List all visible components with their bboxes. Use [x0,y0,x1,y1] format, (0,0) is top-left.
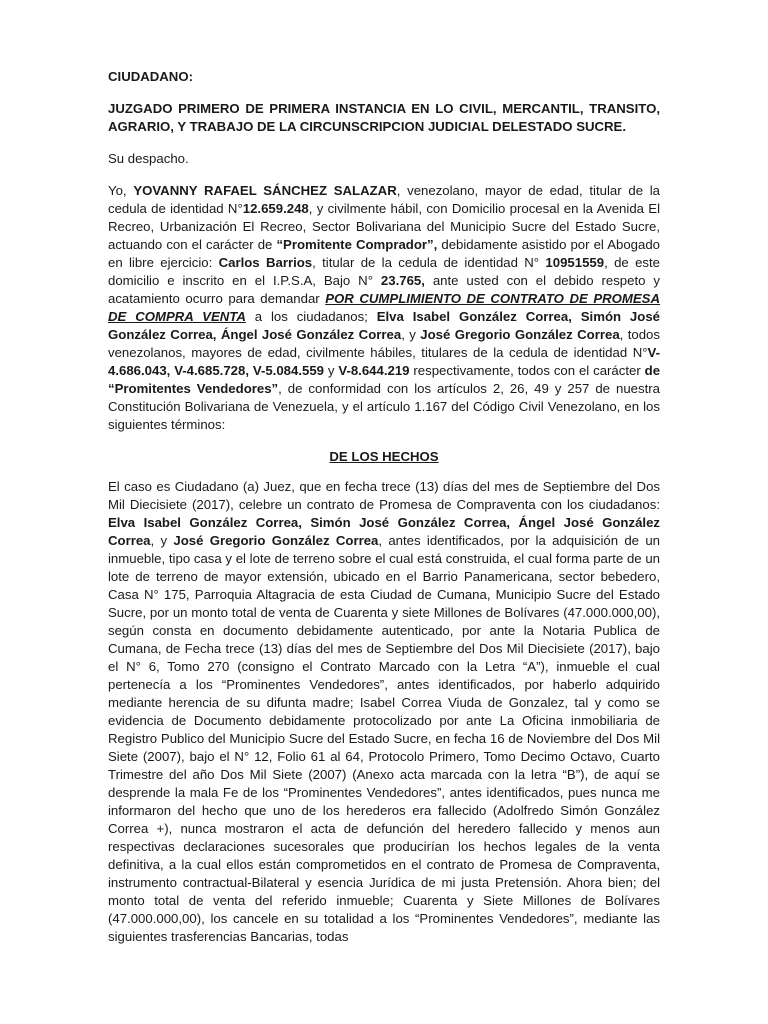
greeting: Su despacho. [108,151,189,166]
text: , de conformidad con los artículos 2, 26, 49 y 257 de nuestra Constitución Bolivariana de Venezuela, y el artículo 1.167 del Código Civil Venezolano, en los siguientes términos: [108,381,660,432]
document-page [108,68,660,946]
plaintiff-id: 12.659.248 [242,201,309,216]
defendants-role: de “Promitentes Vendedores” [108,363,661,396]
facts-paragraph [108,478,660,946]
text: ante usted con el debido respeto y acatamiento ocurro para demandar [108,273,660,306]
text: respectivamente, todos con el carácter [409,363,645,378]
text: Yo, [108,183,134,198]
text: , todos venezolanos, mayores de edad, civilmente hábiles, titulares de la cedula de identidad N° [108,327,660,360]
section-heading: DE LOS HECHOS [329,449,439,464]
text: , titular de la cedula de identidad N° [312,255,546,270]
intro-paragraph [108,182,660,434]
plaintiff-role: “Promitente Comprador”, [276,237,438,252]
text: a los ciudadanos; [245,309,377,324]
plaintiff-name: YOVANNY RAFAEL SÁNCHEZ SALAZAR [133,183,397,198]
claim-title: POR CUMPLIMIENTO DE CONTRATO DE PROMESA DE COMPRA VENTA [108,291,661,324]
text: , y [150,533,174,548]
text: , de este domicilio e inscrito en el I.P.S.A, Bajo N° [108,255,660,288]
text: , y [401,327,421,342]
lawyer-id: 10951559 [545,255,605,270]
defendants-names: Elva Isabel González Correa, Simón José González Correa, Ángel José González Correa [108,309,660,342]
defendant-4-name: José Gregorio González Correa [173,533,379,548]
court-name: JUZGADO PRIMERO DE PRIMERA INSTANCIA EN LO CIVIL, MERCANTIL, TRANSITO, AGRARIO, Y TRABAJO DE LA CIRCUNSCRIPCION JUDICIAL DELESTADO SUCRE. [108,101,660,134]
lawyer-name: Carlos Barrios [218,255,313,270]
salutation: CIUDADANO: [108,69,193,84]
defendant-4-id: V-8.644.219 [338,363,410,378]
defendant-4-name: José Gregorio González Correa [420,327,620,342]
defendants-names: Elva Isabel González Correa, Simón José González Correa, Ángel José González Correa [108,515,660,548]
text: , y civilmente hábil, con Domicilio procesal en la Avenida El Recreo, Urbanización El Recreo, Sector Bolivariana del Municipio Sucre del Estado Sucre, actuando con el carácter de [108,201,660,252]
text: y [324,363,339,378]
text: , antes identificados, por la adquisición de un inmueble, tipo casa y el lote de terreno sobre el cual está construida, el cual forma parte de un lote de terreno de mayor extensión, ubicado en el Barrio Panamericana, sector bebedero, Casa N° 175, Parroquia Altagracia de esta Ciudad de Cumana, Municipio Sucre del Estado Sucre, por un monto total de venta de Cuarenta y siete Millones de Bolívares (47.000.000,00), según consta en documento debidamente autenticado, por ante la Notaria Publica de Cumana, de Fecha trece (13) días del mes de Septiembre del Dos Mil Diecisiete (2017), bajo el N° 6, Tomo 270 (consigno el Contrato Marcado con la Letra “A”), inmueble el cual pertenecía a los “Prominentes Vendedores”, antes identificados, por haberlo adquirido mediante herencia de su difunta madre; Isabel Correa Viuda de Gonzalez, tal y como se evidencia de Documento debidamente protocolizado por ante La Oficina inmobiliaria de Registro Publico del Municipio Sucre del Estado Sucre, en fecha 16 de Noviembre del Dos Mil Siete (2007), bajo el N° 12, Folio 61 al 64, Protocolo Primero, Tomo Decimo Octavo, Cuarto Trimestre del año Dos Mil Siete (2007) (Anexo acta marcada con la letra “B”), de aquí se desprende la mala Fe de los “Prominentes Vendedores”, antes identificados, pues nunca me informaron del hecho que uno de los herederos era fallecido (Adolfredo Simón González Correa +), nunca mostraron el acta de defunción del heredero fallecido y menos aun respectivas declaraciones sucesorales que producirían los hechos legales de la venta definitiva, a la cual ellos están comprometidos en el contrato de Promesa de Compraventa, instrumento contractual-Bilateral y esencia Jurídica de mi justa Pretensión. Ahora bien; del monto total de venta del referido inmueble; Cuarenta y Siete Millones de Bolívares (47.000.000,00), los cancele en su totalidad a los “Prominentes Vendedores”, mediante las siguientes trasferencias Bancarias, todas [108,533,660,944]
ipsa-number: 23.765, [380,273,425,288]
text: debidamente asistido por el Abogado en libre ejercicio: [108,237,661,270]
text: El caso es Ciudadano (a) Juez, que en fecha trece (13) días del mes de Septiembre del Dos Mil Diecisiete (2017), celebre un contrato de Promesa de Compraventa con los ciudadanos: [108,479,660,512]
text: , venezolano, mayor de edad, titular de la cedula de identidad N° [108,183,661,216]
defendants-ids: V- 4.686.043, V-4.685.728, V-5.084.559 [108,345,660,378]
